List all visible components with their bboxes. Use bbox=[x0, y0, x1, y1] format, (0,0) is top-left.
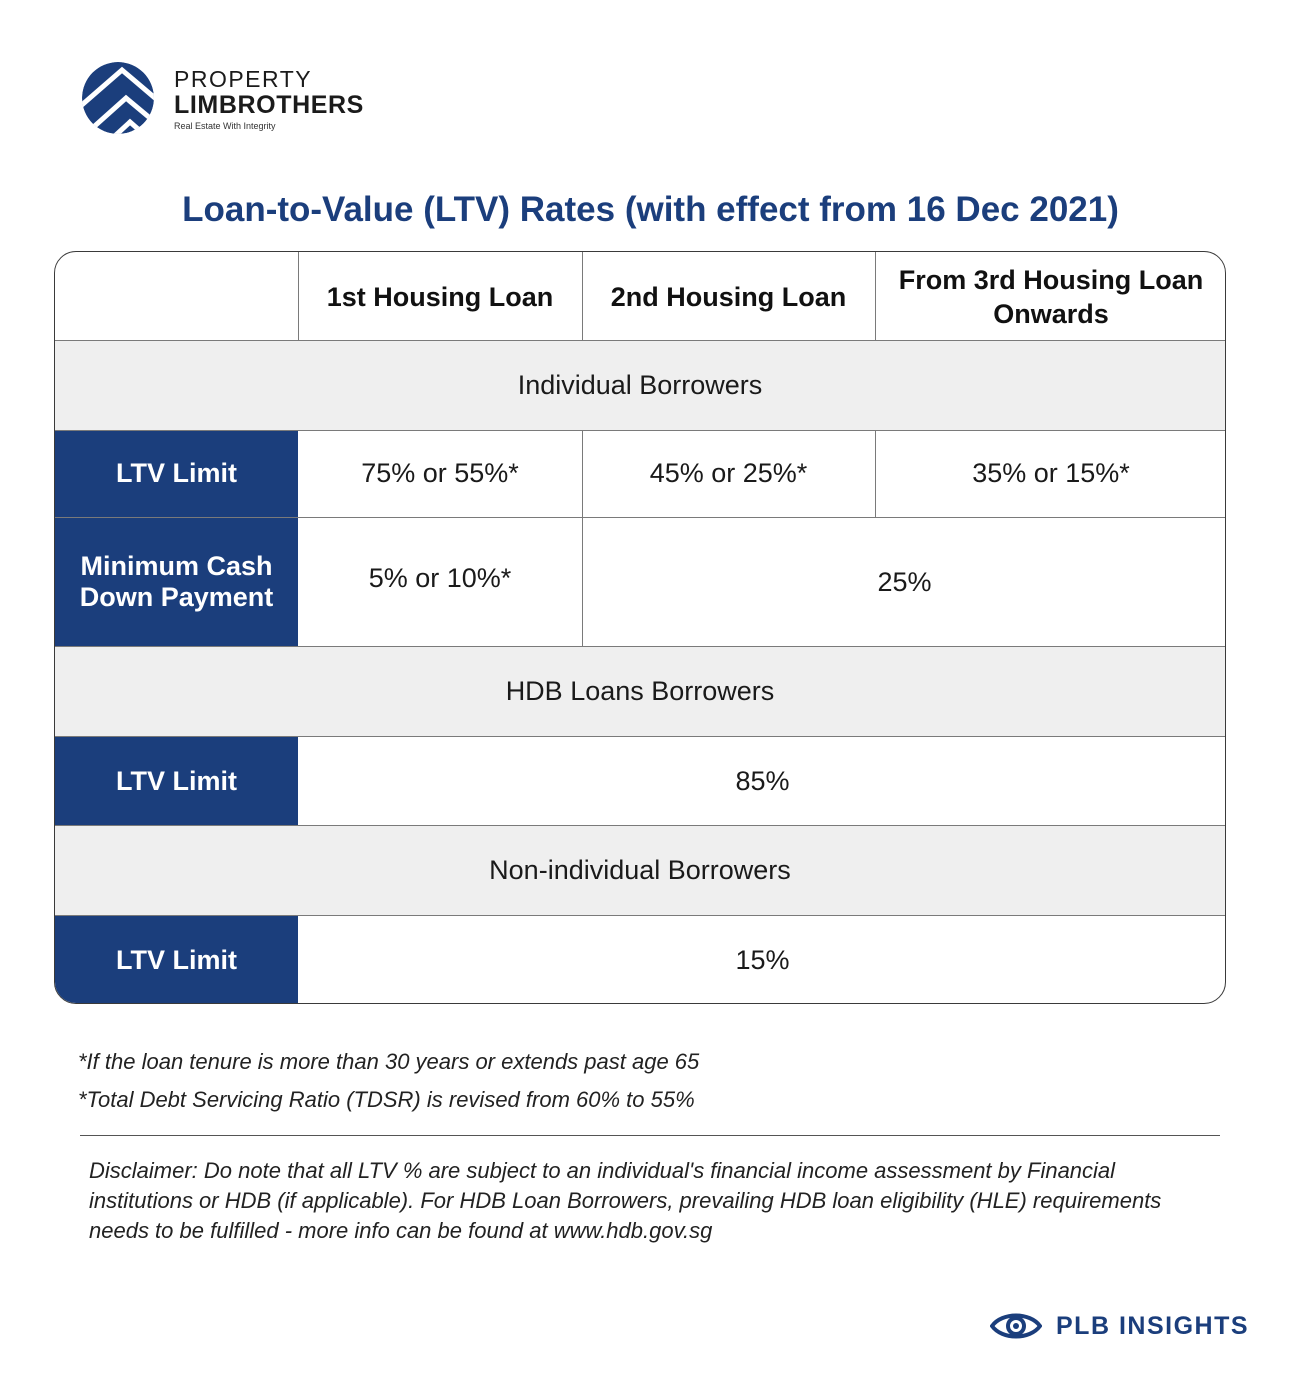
divider bbox=[80, 1135, 1220, 1136]
footer-brand-text: PLB INSIGHTS bbox=[1056, 1311, 1250, 1340]
logo-tagline: Real Estate With Integrity bbox=[174, 121, 276, 131]
ltv-individual-1st: 75% or 55%* bbox=[361, 458, 519, 488]
ltv-individual-2nd: 45% or 25%* bbox=[649, 458, 808, 488]
grid-line bbox=[55, 825, 1225, 826]
min-cash-2nd-onwards: 25% bbox=[877, 566, 932, 597]
ltv-hdb-value: 85% bbox=[735, 765, 790, 796]
ltv-non-individual-value: 15% bbox=[735, 944, 790, 975]
column-header-3rd: From 3rd Housing Loan Onwards bbox=[898, 264, 1204, 329]
footnote-tenure: *If the loan tenure is more than 30 years or extends past age 65 bbox=[78, 1049, 700, 1074]
grid-line bbox=[55, 646, 1225, 647]
ltv-individual-3rd: 35% or 15%* bbox=[972, 458, 1130, 488]
brand-logo bbox=[82, 62, 382, 137]
section-non-individual: Non-individual Borrowers bbox=[55, 826, 1225, 915]
grid-line bbox=[582, 430, 583, 647]
grid-line bbox=[55, 736, 1225, 737]
grid-line bbox=[55, 517, 1225, 518]
disclaimer-text: Disclaimer: Do note that all LTV % are subject to an individual's financial income assessment by Financial institutions or HDB (if applicable). For HDB Loan Borrowers, prevailing HDB loan eligibility (HLE) requirements needs to be fulfilled - more info can be found at www.hdb.gov.sg bbox=[89, 1158, 1162, 1243]
min-cash-1st: 5% or 10%* bbox=[368, 562, 512, 593]
grid-line bbox=[875, 252, 876, 341]
logo-text bbox=[174, 66, 364, 131]
eye-icon bbox=[990, 1311, 1042, 1341]
section-hdb: HDB Loans Borrowers bbox=[55, 647, 1225, 736]
footnote-tdsr: *Total Debt Servicing Ratio (TDSR) is revised from 60% to 55% bbox=[78, 1087, 695, 1112]
row-label-min-cash: Minimum Cash Down Payment bbox=[55, 517, 298, 647]
house-chevron-icon bbox=[82, 62, 154, 134]
section-individual: Individual Borrowers bbox=[55, 341, 1225, 430]
row-label-ltv-hdb: LTV Limit bbox=[55, 736, 298, 826]
grid-line bbox=[55, 340, 1225, 341]
grid-line bbox=[875, 430, 876, 517]
column-header-2nd: 2nd Housing Loan bbox=[610, 281, 847, 312]
page-title: Loan-to-Value (LTV) Rates (with effect from 16 Dec 2021) bbox=[182, 190, 1119, 229]
grid-line bbox=[298, 252, 299, 341]
row-label-ltv-non-individual: LTV Limit bbox=[55, 915, 298, 1004]
grid-line bbox=[55, 430, 1225, 431]
logo-line1: PROPERTY bbox=[174, 66, 313, 92]
grid-line bbox=[55, 915, 1225, 916]
ltv-table bbox=[54, 251, 1226, 1004]
grid-line bbox=[582, 252, 583, 341]
logo-line2: LIMBROTHERS bbox=[174, 91, 364, 119]
footer-brand bbox=[990, 1306, 1249, 1346]
row-label-ltv-individual: LTV Limit bbox=[55, 430, 298, 517]
column-header-1st: 1st Housing Loan bbox=[326, 281, 554, 312]
